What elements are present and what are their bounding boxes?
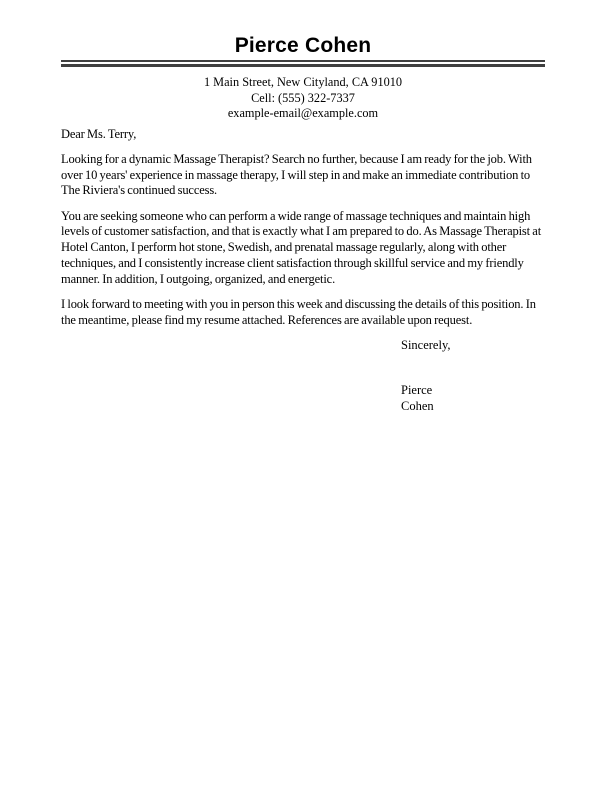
signature-block [401, 383, 545, 415]
closing-salutation: Sincerely, [401, 338, 451, 353]
contact-cell: Cell: (555) 322-7337 [251, 90, 355, 105]
closing-block [401, 338, 545, 414]
salutation: Dear Ms. Terry, [61, 126, 137, 141]
page-title: Pierce Cohen [234, 34, 372, 57]
contact-block [61, 75, 545, 122]
body-paragraph: You are seeking someone who can perform a wide range of massage techniques and maintain high levels of customer satisfaction, and that is exactly what I am prepared to do. As Massage Therapist at Hotel Canton, I perform hot stone, Swedish, and prenatal massage regularly, along with other techniques, and I consistently increase client satisfaction through skillful service and my friendly manner. In addition, I outgoing, organized, and energetic. [61, 208, 542, 286]
letter-body [61, 127, 545, 329]
body-paragraph: I look forward to meeting with you in person this week and discussing the details of this position. In the meantime, please find my resume attached. References are available upon request. [61, 297, 536, 327]
header-double-rule [61, 60, 545, 67]
signature-last-name: Cohen [401, 398, 434, 413]
signature-first-name: Pierce [401, 383, 433, 398]
body-paragraph: Looking for a dynamic Massage Therapist? Search no further, because I am ready for the job. With over 10 years' experience in massage therapy, I will step in and make an immediate contribution to The Riviera's continued success. [61, 151, 532, 198]
contact-email: example-email@example.com [227, 106, 379, 120]
contact-address: 1 Main Street, New Cityland, CA 91010 [203, 75, 403, 89]
